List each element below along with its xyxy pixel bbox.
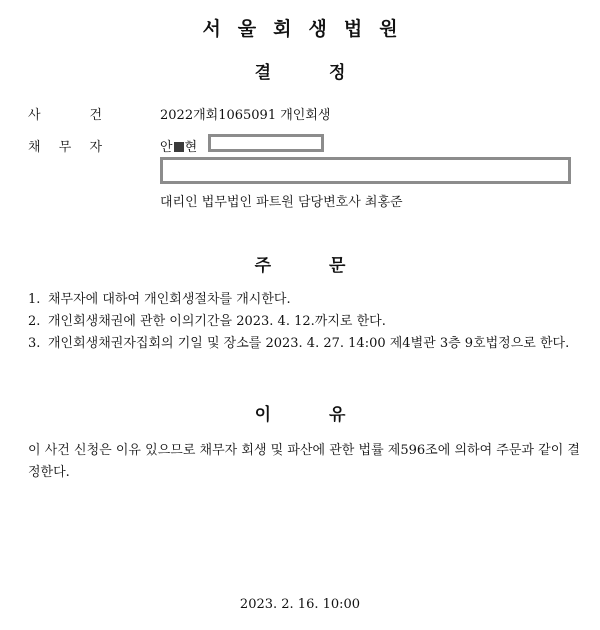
reason-text: 이 사건 신청은 이유 있으므로 채무자 회생 및 파산에 관한 법률 제596조에 의하여 주문과 같이 결정한다. xyxy=(28,443,580,480)
ruling-item xyxy=(28,311,580,333)
debtor-label-char-1: 채 xyxy=(28,140,41,155)
redaction-mark xyxy=(174,142,184,152)
ruling-item-number: 1. xyxy=(28,292,41,307)
case-label xyxy=(28,104,128,123)
debtor-name-suffix: 현 xyxy=(184,140,198,155)
redacted-id-box xyxy=(208,134,324,152)
agent-info: 대리인 법무법인 파트원 담당변호사 최홍준 xyxy=(160,195,403,210)
ruling-item-text: 개인회생채권에 관한 이의기간을 2023. 4. 12.까지로 한다. xyxy=(48,314,386,329)
case-label-char-1: 사 xyxy=(28,108,41,123)
case-label-char-2: 건 xyxy=(89,108,102,123)
redacted-address-box xyxy=(160,157,571,184)
ruling-item xyxy=(28,289,580,311)
ruling-item-text: 개인회생채권자집회의 기일 및 장소를 2023. 4. 27. 14:00 제4별관 3층 9호법정으로 한다. xyxy=(48,336,570,351)
debtor-label-char-2: 무 xyxy=(58,140,72,155)
debtor-name-prefix: 안 xyxy=(160,140,173,155)
ruling-heading: 주 문 xyxy=(254,256,346,276)
debtor-label-char-3: 자 xyxy=(89,140,102,155)
ruling-item xyxy=(28,333,580,355)
debtor-label-text xyxy=(28,136,102,155)
ruling-item-number: 3. xyxy=(28,336,41,351)
decision-date: 2023. 2. 16. 10:00 xyxy=(239,597,361,612)
ruling-item-text: 채무자에 대하여 개인회생절차를 개시한다. xyxy=(48,292,291,307)
debtor-label xyxy=(28,136,128,155)
document-title: 결 정 xyxy=(254,63,346,83)
ruling-item-number: 2. xyxy=(28,314,41,329)
reason-heading: 이 유 xyxy=(254,405,346,425)
case-number: 2022개회1065091 개인회생 xyxy=(160,108,331,123)
ruling-list xyxy=(28,289,580,355)
court-name: 서울회생법원 xyxy=(202,18,415,40)
debtor-name xyxy=(160,136,197,155)
case-label-text xyxy=(28,104,102,123)
